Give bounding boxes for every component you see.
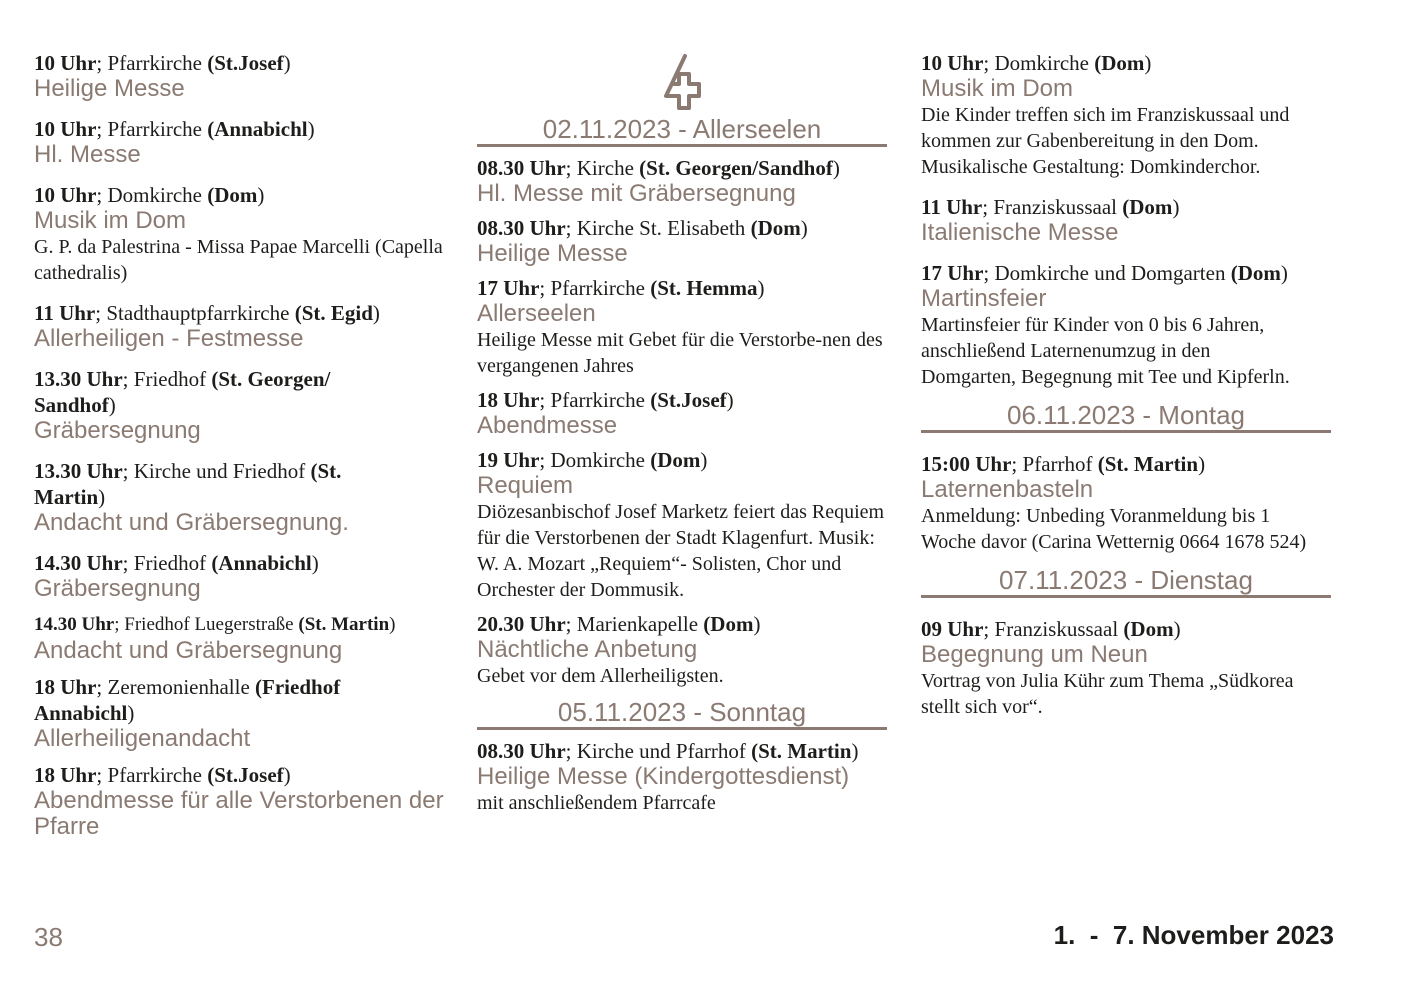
event-parish: Friedhof Annabichl xyxy=(34,675,341,725)
event-entry xyxy=(477,387,887,439)
event-parish: St. Georgen/Sandhof xyxy=(646,156,833,180)
event-title: Allerseelen xyxy=(477,300,596,327)
event-entry xyxy=(477,155,887,207)
event-title: Hl. Messe xyxy=(34,141,141,168)
event-time: 11 Uhr xyxy=(34,301,96,325)
event-parish: Dom xyxy=(757,216,801,240)
event-parish: St. Martin xyxy=(304,614,390,635)
event-time: 18 Uhr xyxy=(477,388,540,412)
event-place: Zeremonienhalle xyxy=(107,675,256,699)
event-entry xyxy=(34,458,394,536)
event-title: Musik im Dom xyxy=(921,75,1074,102)
event-meta: 20.30 Uhr; Marienkapelle (Dom) xyxy=(477,612,761,636)
event-title: Begegnung um Neun xyxy=(921,641,1148,668)
event-time: 10 Uhr xyxy=(921,51,984,75)
event-time: 08.30 Uhr xyxy=(477,156,566,180)
event-title: Gräbersegnung xyxy=(34,417,201,444)
event-title: Hl. Messe mit Gräbersegnung xyxy=(477,180,796,207)
day-heading: 05.11.2023 - Sonntag xyxy=(477,697,887,730)
event-description: Die Kinder treffen sich im Franziskussaal und kommen zur Gabenbereitung in den Dom. Musikalische Gestaltung: Domkinderchor. xyxy=(921,104,1290,178)
event-place: Pfarrkirche xyxy=(550,276,651,300)
event-title: Andacht und Gräbersegnung xyxy=(34,637,343,664)
event-parish: Dom xyxy=(1101,51,1145,75)
event-meta: 08.30 Uhr; Kirche St. Elisabeth (Dom) xyxy=(477,216,808,240)
event-meta: 10 Uhr; Pfarrkirche (St.Josef) xyxy=(34,51,291,75)
event-parish: St.Josef xyxy=(214,51,284,75)
event-meta: 19 Uhr; Domkirche (Dom) xyxy=(477,448,708,472)
event-meta: 18 Uhr; Zeremonienhalle (Friedhof Annabichl) xyxy=(34,675,341,725)
event-title: Heilige Messe (Kindergottesdienst) xyxy=(477,763,850,790)
event-place: Domkirche xyxy=(994,51,1095,75)
event-title: Andacht und Gräbersegnung. xyxy=(34,509,349,536)
event-title: Italienische Messe xyxy=(921,219,1119,246)
event-place: Stadthauptpfarrkirche xyxy=(106,301,295,325)
event-entry xyxy=(34,674,394,752)
event-entry xyxy=(34,50,454,102)
day-heading: 02.11.2023 - Allerseelen xyxy=(477,114,887,147)
event-entry xyxy=(921,451,1321,555)
event-description: Diözesanbischof Josef Marketz feiert das Requiem für die Verstorbenen der Stadt Klagenfurt. Musik: W. A. Mozart „Requiem“- Solisten, Chor und Orchester der Dommusik. xyxy=(477,501,885,601)
event-meta: 11 Uhr; Stadthauptpfarrkirche (St. Egid) xyxy=(34,301,380,325)
event-title: Gräbersegnung xyxy=(34,575,201,602)
event-entry xyxy=(34,550,454,602)
event-parish: Dom xyxy=(1237,261,1281,285)
event-entry xyxy=(34,612,454,664)
event-meta: 15:00 Uhr; Pfarrhof (St. Martin) xyxy=(921,452,1206,476)
event-entry xyxy=(477,447,887,603)
event-parish: St.Josef xyxy=(657,388,727,412)
event-title: Requiem xyxy=(477,472,574,499)
event-title: Nächtliche Anbetung xyxy=(477,636,698,663)
event-place: Domkirche und Domgarten xyxy=(994,261,1231,285)
event-time: 18 Uhr xyxy=(34,675,97,699)
event-entry xyxy=(477,275,887,379)
event-entry xyxy=(34,366,394,444)
event-meta: 14.30 Uhr; Friedhof (Annabichl) xyxy=(34,551,319,575)
event-entry xyxy=(34,182,454,286)
event-time: 10 Uhr xyxy=(34,117,97,141)
day-heading: 07.11.2023 - Dienstag xyxy=(921,565,1331,598)
event-parish: Annabichl xyxy=(214,117,308,141)
event-time: 14.30 Uhr xyxy=(34,551,123,575)
event-time: 15:00 Uhr xyxy=(921,452,1012,476)
event-title: Laternenbasteln xyxy=(921,476,1094,503)
event-place: Kirche xyxy=(576,156,640,180)
event-meta: 13.30 Uhr; Friedhof (St. Georgen/ Sandhof) xyxy=(34,367,331,417)
event-title: Abendmesse xyxy=(477,412,618,439)
event-place: Friedhof xyxy=(133,551,212,575)
event-parish: St.Josef xyxy=(214,763,284,787)
event-parish: Dom xyxy=(214,183,258,207)
event-entry xyxy=(921,616,1301,720)
event-time: 19 Uhr xyxy=(477,448,540,472)
event-place: Pfarrkirche xyxy=(107,51,208,75)
event-parish: St. Egid xyxy=(301,301,373,325)
event-parish: Annabichl xyxy=(218,551,312,575)
event-time: 17 Uhr xyxy=(921,261,984,285)
date-range: 1. - 7. November 2023 xyxy=(1053,920,1334,950)
event-place: Kirche St. Elisabeth xyxy=(576,216,751,240)
event-description: mit anschließendem Pfarrcafe xyxy=(477,792,716,814)
column-3 xyxy=(921,50,1331,730)
event-parish: Dom xyxy=(657,448,701,472)
event-entry xyxy=(477,738,887,816)
event-title: Allerheiligen - Festmesse xyxy=(34,325,304,352)
event-meta: 10 Uhr; Pfarrkirche (Annabichl) xyxy=(34,117,315,141)
event-parish: St. Hemma xyxy=(657,276,758,300)
event-entry xyxy=(921,260,1291,390)
event-description: Vortrag von Julia Kühr zum Thema „Südkorea stellt sich vor“. xyxy=(921,670,1294,718)
event-parish: St. Martin xyxy=(758,739,852,763)
event-time: 13.30 Uhr xyxy=(34,459,123,483)
column-1 xyxy=(34,50,454,850)
event-meta: 17 Uhr; Pfarrkirche (St. Hemma) xyxy=(477,276,765,300)
cross-four-logo-icon xyxy=(652,50,712,112)
event-place: Friedhof Luegerstraße xyxy=(124,614,299,635)
event-meta: 09 Uhr; Franziskussaal (Dom) xyxy=(921,617,1181,641)
event-entry xyxy=(921,194,1331,246)
event-entry xyxy=(34,116,454,168)
event-meta: 10 Uhr; Domkirche (Dom) xyxy=(921,51,1152,75)
event-entry xyxy=(477,611,887,689)
day-heading: 06.11.2023 - Montag xyxy=(921,400,1331,433)
event-time: 20.30 Uhr xyxy=(477,612,566,636)
event-entry xyxy=(921,50,1311,180)
event-meta: 13.30 Uhr; Kirche und Friedhof (St. Martin) xyxy=(34,459,342,509)
event-place: Franziskussaal xyxy=(994,617,1124,641)
event-time: 08.30 Uhr xyxy=(477,739,566,763)
event-time: 11 Uhr xyxy=(921,195,983,219)
event-title: Abendmesse für alle Verstorbenen der Pfarre xyxy=(34,787,444,840)
event-parish: Dom xyxy=(1130,617,1174,641)
event-place: Domkirche xyxy=(550,448,651,472)
column-2 xyxy=(477,50,887,826)
event-title: Heilige Messe xyxy=(34,75,185,102)
event-place: Pfarrkirche xyxy=(550,388,651,412)
event-place: Pfarrhof xyxy=(1022,452,1098,476)
event-meta: 11 Uhr; Franziskussaal (Dom) xyxy=(921,195,1180,219)
event-meta: 14.30 Uhr; Friedhof Luegerstraße (St. Martin) xyxy=(34,614,396,635)
event-parish: Dom xyxy=(1129,195,1173,219)
event-entry xyxy=(34,762,444,840)
event-place: Domkirche xyxy=(107,183,208,207)
event-place: Marienkapelle xyxy=(576,612,704,636)
event-time: 08.30 Uhr xyxy=(477,216,566,240)
event-title: Martinsfeier xyxy=(921,285,1047,312)
event-parish: Dom xyxy=(710,612,754,636)
event-place: Franziskussaal xyxy=(993,195,1123,219)
event-time: 18 Uhr xyxy=(34,763,97,787)
event-time: 10 Uhr xyxy=(34,51,97,75)
event-meta: 08.30 Uhr; Kirche und Pfarrhof (St. Martin) xyxy=(477,739,859,763)
event-meta: 17 Uhr; Domkirche und Domgarten (Dom) xyxy=(921,261,1288,285)
event-title: Heilige Messe xyxy=(477,240,628,267)
event-place: Pfarrkirche xyxy=(107,763,208,787)
event-place: Pfarrkirche xyxy=(107,117,208,141)
event-parish: St. Martin xyxy=(34,459,342,509)
event-meta: 10 Uhr; Domkirche (Dom) xyxy=(34,183,265,207)
event-title: Allerheiligenandacht xyxy=(34,725,251,752)
event-meta: 08.30 Uhr; Kirche (St. Georgen/Sandhof) xyxy=(477,156,840,180)
event-meta: 18 Uhr; Pfarrkirche (St.Josef) xyxy=(34,763,291,787)
event-parish: St. Georgen/ Sandhof xyxy=(34,367,331,417)
event-description: Heilige Messe mit Gebet für die Verstorbe-nen des vergangenen Jahres xyxy=(477,329,883,377)
event-place: Friedhof xyxy=(133,367,212,391)
event-entry xyxy=(34,300,454,352)
event-meta: 18 Uhr; Pfarrkirche (St.Josef) xyxy=(477,388,734,412)
event-title: Musik im Dom xyxy=(34,207,187,234)
event-time: 17 Uhr xyxy=(477,276,540,300)
event-entry xyxy=(477,215,887,267)
page-number: 38 xyxy=(34,922,63,952)
event-description: Gebet vor dem Allerheiligsten. xyxy=(477,665,724,687)
event-description: Martinsfeier für Kinder von 0 bis 6 Jahren, anschließend Laternenumzug in den Domgarten, Begegnung mit Tee und Kipferln. xyxy=(921,314,1290,388)
event-description: G. P. da Palestrina - Missa Papae Marcelli (Capella cathedralis) xyxy=(34,236,443,284)
event-time: 13.30 Uhr xyxy=(34,367,123,391)
event-time: 10 Uhr xyxy=(34,183,97,207)
event-time: 14.30 Uhr xyxy=(34,614,115,635)
event-place: Kirche und Pfarrhof xyxy=(576,739,752,763)
event-parish: St. Martin xyxy=(1104,452,1199,476)
event-place: Kirche und Friedhof xyxy=(133,459,311,483)
event-description: Anmeldung: Unbeding Voranmeldung bis 1 Woche davor (Carina Wetternig 0664 1678 524) xyxy=(921,505,1307,553)
event-time: 09 Uhr xyxy=(921,617,984,641)
